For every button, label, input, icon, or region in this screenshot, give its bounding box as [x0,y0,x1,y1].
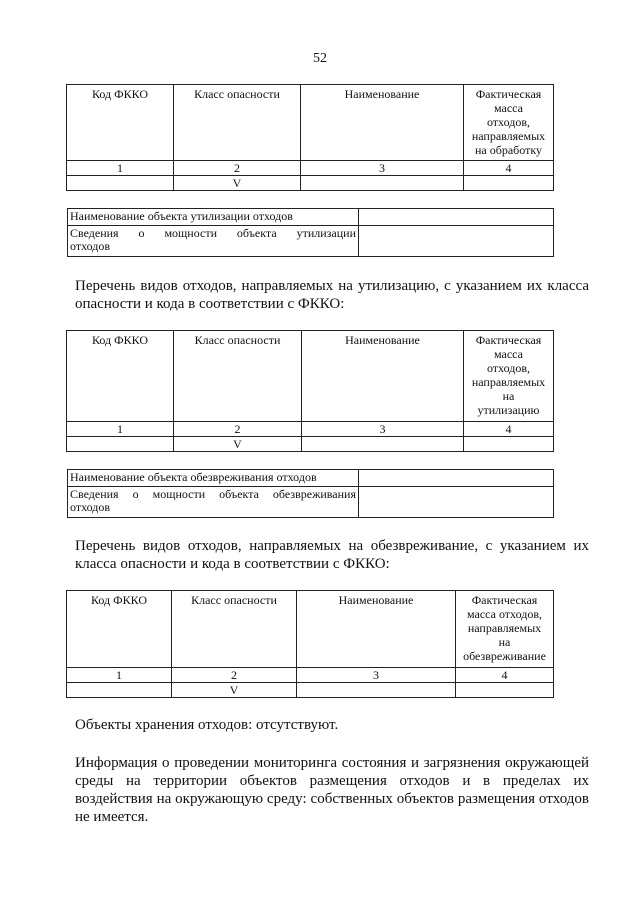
utilization-capacity-label-line2: отходов [70,239,111,253]
column-number: 4 [464,161,554,176]
cell-mass [464,437,554,452]
header-mass-line: отходов, [486,115,531,129]
header-mass-line: на [498,635,511,649]
utilization-capacity-label [68,226,359,257]
utilization-object-name-value [359,209,554,226]
neutralization-capacity-label-line1: Сведения о мощности объекта обезвреживания [70,487,356,501]
neutralization-capacity-label [68,487,359,518]
header-name: Наименование [297,591,456,668]
cell-hazard-class: V [172,683,297,698]
monitoring-info-paragraph: Информация о проведении мониторинга состояния и загрязнения окружающей среды на территории объектов размещения отходов и в пределах их воздействия на окружающую среду: собственных объектов размещения отходов не имеется. [75,755,589,825]
header-mass-line: направляемых [467,621,542,635]
header-name: Наименование [301,85,464,161]
header-mass-line: Фактическая [471,593,538,607]
table-row [68,226,554,257]
header-mass-line: масса отходов, [466,607,543,621]
table-row [67,683,554,698]
cell-code [67,437,174,452]
column-number: 3 [297,668,456,683]
header-mass [464,331,554,422]
waste-table-processing [66,84,554,191]
header-mass-line: отходов, [486,361,531,375]
utilization-object-table [67,208,554,257]
header-mass-line: утилизацию [477,403,540,417]
neutralization-capacity-label-line2: отходов [70,500,111,514]
waste-table-neutralization [66,590,554,698]
column-number: 2 [174,161,301,176]
header-mass-line: на [502,389,515,403]
cell-mass [456,683,554,698]
header-mass-line: масса [494,101,523,115]
table-header-row [67,331,554,422]
utilization-list-paragraph: Перечень видов отходов, направляемых на утилизацию, с указанием их класса опасности и кода в соответствии с ФККО: [75,278,589,312]
table-row [68,470,554,487]
header-mass-line: Фактическая [475,333,542,347]
cell-name [297,683,456,698]
table-row [67,437,554,452]
utilization-capacity-value [359,226,554,257]
header-code: Код ФККО [67,85,174,161]
column-number: 3 [301,161,464,176]
page-number: 52 [313,51,327,66]
table-row [67,668,554,683]
utilization-object-name-label: Наименование объекта утилизации отходов [68,209,359,226]
table-header-row [67,85,554,161]
neutralization-object-name-value [359,470,554,487]
cell-hazard-class: V [174,176,301,191]
table-row [68,209,554,226]
neutralization-list-paragraph: Перечень видов отходов, направляемых на обезвреживание, с указанием их класса опасности и кода в соответствии с ФККО: [75,538,589,572]
table-row [67,176,554,191]
cell-mass [464,176,554,191]
column-number: 4 [464,422,554,437]
neutralization-object-table [67,469,554,518]
header-mass-line: масса [494,347,523,361]
header-hazard-class: Класс опасности [172,591,297,668]
table-row [68,487,554,518]
cell-code [67,683,172,698]
header-mass-line: обезвреживание [463,649,546,663]
header-mass-line: направляемых [471,129,546,143]
header-code: Код ФККО [67,591,172,668]
header-hazard-class: Класс опасности [174,85,301,161]
utilization-capacity-label-line1: Сведения о мощности объекта утилизации [70,226,356,240]
column-number: 2 [172,668,297,683]
table-header-row [67,591,554,668]
header-mass-line: Фактическая [475,87,542,101]
column-number: 2 [174,422,302,437]
header-mass [456,591,554,668]
header-code: Код ФККО [67,331,174,422]
neutralization-capacity-value [359,487,554,518]
column-number: 4 [456,668,554,683]
cell-name [301,176,464,191]
cell-code [67,176,174,191]
table-row [67,422,554,437]
waste-table-utilization [66,330,554,452]
column-number: 1 [67,668,172,683]
storage-objects-paragraph: Объекты хранения отходов: отсутствуют. [75,717,339,733]
column-number: 1 [67,422,174,437]
column-number: 1 [67,161,174,176]
header-hazard-class: Класс опасности [174,331,302,422]
header-mass-line: направляемых [471,375,546,389]
table-row [67,161,554,176]
header-mass-line: на обработку [474,143,543,157]
cell-name [302,437,464,452]
neutralization-object-name-label: Наименование объекта обезвреживания отходов [68,470,359,487]
header-mass [464,85,554,161]
header-name: Наименование [302,331,464,422]
column-number: 3 [302,422,464,437]
cell-hazard-class: V [174,437,302,452]
